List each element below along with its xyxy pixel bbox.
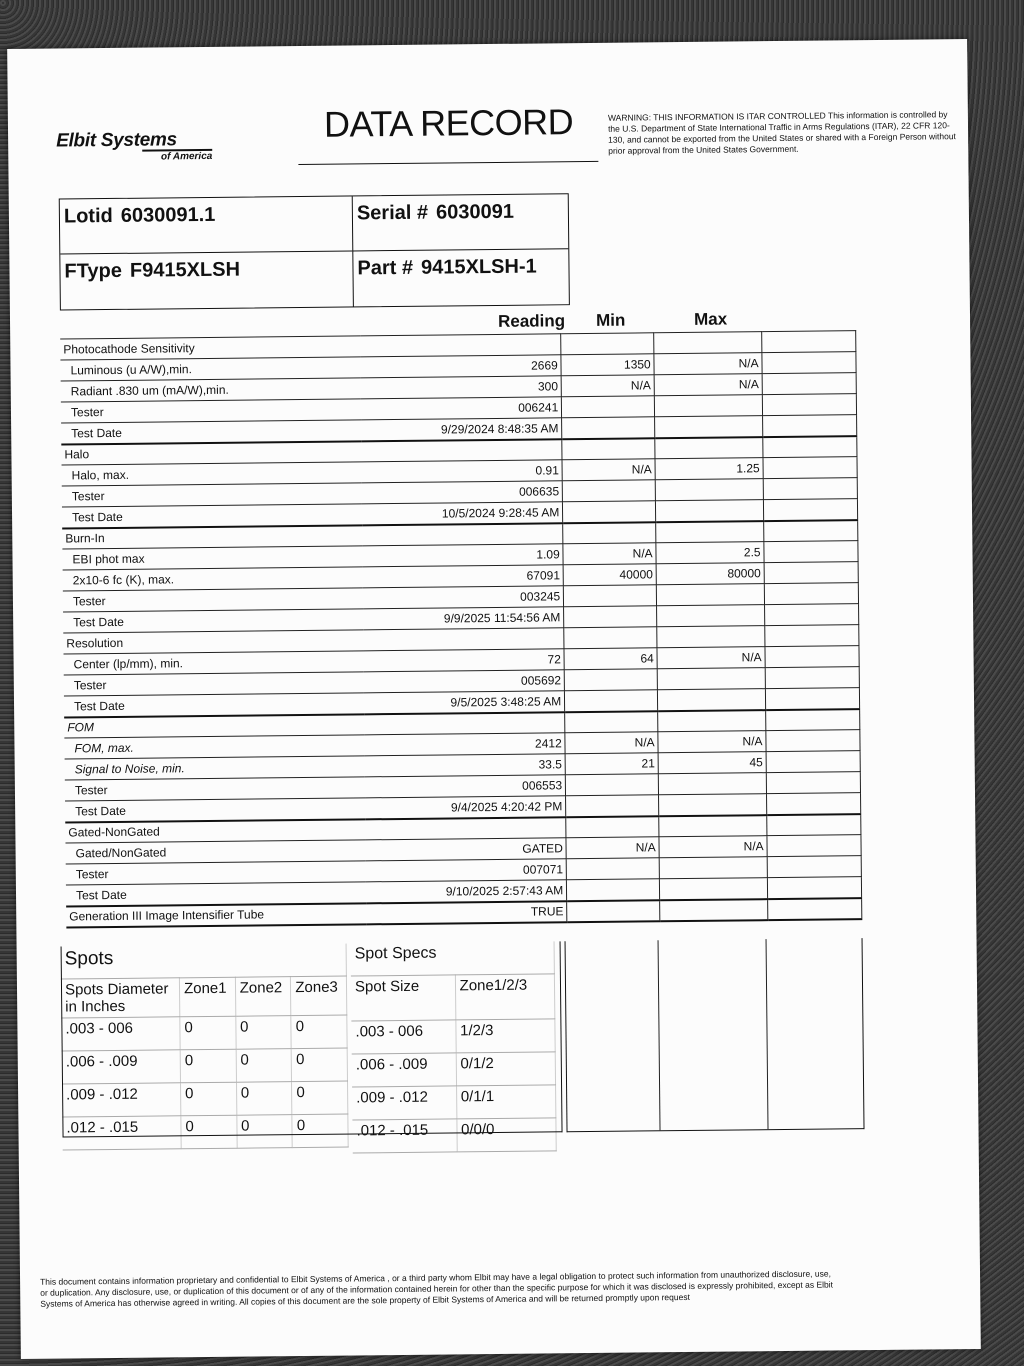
- row-min: [563, 501, 656, 523]
- row-min: [562, 417, 655, 439]
- document-sheet: [7, 39, 981, 1359]
- spots-title: Spots: [61, 944, 347, 979]
- row-label: Tester: [61, 399, 361, 423]
- row-reading: [365, 817, 566, 840]
- row-min: [564, 627, 657, 649]
- spot-zone1: 0: [180, 1016, 236, 1050]
- row-label: FOM, max.: [64, 735, 364, 759]
- spot-specs-table: [351, 941, 557, 1153]
- row-max: 80000: [656, 563, 764, 585]
- row-label: Generation III Image Intensifier Tube: [66, 903, 366, 927]
- row-min: 21: [565, 753, 658, 775]
- spot-zone2: 0: [237, 1115, 293, 1149]
- row-extra: [766, 709, 860, 731]
- row-max: [659, 857, 767, 879]
- row-label: FOM: [64, 714, 364, 738]
- row-label: Test Date: [66, 882, 366, 906]
- row-label: 2x10-6 fc (K), max.: [63, 567, 363, 591]
- ftype-value: F9415XLSH: [129, 258, 241, 282]
- spec-zones: 0/1/1: [456, 1085, 556, 1119]
- serial-label: Serial #: [356, 201, 429, 225]
- row-label: Test Date: [65, 798, 365, 822]
- row-extra: [765, 604, 859, 626]
- row-reading: 300: [360, 376, 561, 399]
- row-label: Tester: [64, 672, 364, 696]
- table-row: [352, 1052, 556, 1087]
- row-min: [565, 690, 658, 712]
- zone1-header: Zone1: [179, 977, 235, 1017]
- row-label: Halo: [61, 441, 361, 465]
- reading-header: Reading: [497, 311, 566, 331]
- spot-zone3: 0: [291, 1048, 347, 1082]
- empty-min-column: [566, 940, 661, 1131]
- row-extra: [762, 352, 856, 374]
- lotid-label: Lotid: [63, 204, 113, 228]
- document-title: DATA RECORD: [323, 101, 574, 145]
- logo-main-text: Elbit Systems: [56, 129, 177, 152]
- zones-header: Zone1/2/3: [455, 974, 555, 1020]
- row-reading: 33.5: [364, 754, 565, 777]
- spec-size: .009 - .012: [352, 1086, 456, 1120]
- empty-columns-grid: [565, 938, 865, 1132]
- row-reading: 9/29/2024 8:48:35 AM: [361, 418, 562, 441]
- row-label: Gated/NonGated: [65, 840, 365, 864]
- part-cell: [352, 249, 569, 306]
- company-logo: [56, 129, 212, 164]
- table-row: [352, 1118, 556, 1153]
- lotid-cell: [60, 196, 353, 254]
- row-min: [563, 522, 656, 544]
- itar-warning: WARNING: THIS INFORMATION IS ITAR CONTROLLED This information is controlled by the U.S. Department of State International Traffic in Arms Regulations (ITAR), 22 CFR 120-130, and cannot be exported from the United States or shared with a Foreign Person without prior approval from the United States Government.: [607, 109, 956, 156]
- zone2-header: Zone2: [235, 977, 291, 1017]
- spot-zone3: 0: [292, 1114, 348, 1148]
- row-min: N/A: [561, 375, 654, 397]
- spot-range: .006 - .009: [62, 1050, 181, 1084]
- row-reading: 006635: [362, 481, 563, 504]
- row-extra: [763, 457, 857, 479]
- row-min: [566, 774, 659, 796]
- table-row: [62, 1081, 348, 1117]
- row-min: [566, 816, 659, 838]
- ftype-cell: [60, 251, 353, 309]
- zone3-header: Zone3: [291, 976, 347, 1016]
- row-max: N/A: [657, 647, 765, 669]
- row-max: [654, 332, 762, 354]
- row-extra: [764, 583, 858, 605]
- table-row: [62, 1114, 348, 1150]
- spot-zone1: 0: [181, 1115, 237, 1149]
- row-reading: 10/5/2024 9:28:45 AM: [362, 502, 563, 525]
- spec-zones: 1/2/3: [455, 1019, 555, 1053]
- row-reading: [360, 334, 561, 357]
- row-label: Tester: [65, 777, 365, 801]
- row-extra: [764, 541, 858, 563]
- row-extra: [767, 814, 861, 836]
- max-header: Max: [693, 309, 728, 329]
- row-reading: TRUE: [366, 901, 567, 924]
- table-row: [351, 1019, 555, 1054]
- row-extra: [768, 898, 862, 920]
- row-label: Resolution: [63, 630, 363, 654]
- row-reading: 9/4/2025 4:20:42 PM: [365, 796, 566, 819]
- row-extra: [762, 373, 856, 395]
- row-max: [658, 689, 766, 711]
- row-label: Center (lp/mm), min.: [64, 651, 364, 675]
- row-max: [657, 605, 765, 627]
- row-max: N/A: [658, 731, 766, 753]
- results-table: [60, 330, 862, 928]
- row-min: [562, 396, 655, 418]
- row-extra: [762, 394, 856, 416]
- row-min: N/A: [565, 732, 658, 754]
- row-min: [564, 585, 657, 607]
- row-min: 40000: [563, 564, 656, 586]
- row-max: [660, 878, 768, 900]
- min-header: Min: [595, 310, 626, 330]
- row-min: 1350: [561, 354, 654, 376]
- row-extra: [763, 436, 857, 458]
- row-max: [655, 416, 763, 438]
- row-label: Tester: [66, 861, 366, 885]
- row-reading: 67091: [362, 565, 563, 588]
- row-extra: [764, 499, 858, 521]
- spot-range: .012 - .015: [62, 1116, 181, 1150]
- row-min: [565, 711, 658, 733]
- row-max: [655, 395, 763, 417]
- row-reading: 2669: [360, 355, 561, 378]
- spots-title-row: [61, 944, 347, 979]
- row-min: N/A: [563, 543, 656, 565]
- spot-zone3: 0: [291, 1015, 347, 1049]
- spots-table: [61, 944, 349, 1151]
- row-extra: [766, 751, 860, 773]
- row-reading: 9/5/2025 3:48:25 AM: [364, 691, 565, 714]
- row-label: EBI phot max: [62, 546, 362, 570]
- row-reading: 9/10/2025 2:57:43 AM: [366, 880, 567, 903]
- row-label: Burn-In: [62, 525, 362, 549]
- row-max: 45: [658, 752, 766, 774]
- row-extra: [767, 835, 861, 857]
- row-min: N/A: [562, 459, 655, 481]
- row-label: Test Date: [63, 609, 363, 633]
- row-reading: 005692: [364, 670, 565, 693]
- row-max: [655, 479, 763, 501]
- row-min: [567, 900, 660, 922]
- row-extra: [765, 667, 859, 689]
- row-extra: [765, 688, 859, 710]
- row-extra: [767, 877, 861, 899]
- row-reading: 0.91: [361, 460, 562, 483]
- row-min: [562, 438, 655, 460]
- row-reading: 003245: [363, 586, 564, 609]
- spot-zone1: 0: [180, 1049, 236, 1083]
- serial-value: 6030091: [435, 200, 515, 224]
- row-max: [659, 815, 767, 837]
- empty-extra-column: [767, 938, 864, 1129]
- spot-zone1: 0: [181, 1082, 237, 1116]
- spec-zones: 0/0/0: [457, 1118, 557, 1152]
- row-reading: [364, 712, 565, 735]
- spot-specs-title: Spot Specs: [351, 941, 555, 976]
- empty-max-column: [659, 939, 769, 1130]
- row-label: Test Date: [62, 504, 362, 528]
- row-extra: [767, 793, 861, 815]
- row-max: 2.5: [656, 542, 764, 564]
- spot-range: .003 - 006: [61, 1017, 180, 1051]
- row-max: [657, 668, 765, 690]
- row-max: [658, 710, 766, 732]
- row-extra: [766, 730, 860, 752]
- results-body: [60, 331, 862, 927]
- row-label: Photocathode Sensitivity: [60, 336, 360, 360]
- row-max: [660, 899, 768, 921]
- spots-diameter-header: Spots Diameter in Inches: [61, 978, 180, 1018]
- row-max: N/A: [654, 374, 762, 396]
- row-min: [566, 795, 659, 817]
- row-reading: [362, 523, 563, 546]
- spec-zones: 0/1/2: [456, 1052, 556, 1086]
- row-extra: [767, 856, 861, 878]
- row-reading: 006553: [365, 775, 566, 798]
- row-max: [657, 626, 765, 648]
- spot-zone2: 0: [236, 1049, 292, 1083]
- row-min: [564, 669, 657, 691]
- table-row: [62, 1048, 348, 1084]
- row-max: [659, 794, 767, 816]
- spot-zone3: 0: [292, 1081, 348, 1115]
- row-reading: [363, 628, 564, 651]
- row-extra: [766, 772, 860, 794]
- row-max: N/A: [654, 353, 762, 375]
- row-label: Test Date: [61, 420, 361, 444]
- row-max: [658, 773, 766, 795]
- row-label: Signal to Noise, min.: [65, 756, 365, 780]
- spot-zone2: 0: [235, 1016, 291, 1050]
- ftype-label: FType: [64, 259, 123, 283]
- row-min: [562, 480, 655, 502]
- row-min: [564, 606, 657, 628]
- spec-size: .003 - 006: [351, 1020, 455, 1054]
- spot-range: .009 - .012: [62, 1083, 181, 1117]
- row-reading: GATED: [365, 838, 566, 861]
- part-label: Part #: [357, 256, 414, 280]
- table-row: [61, 1015, 347, 1051]
- row-extra: [765, 625, 859, 647]
- row-extra: [764, 520, 858, 542]
- confidentiality-footer: This document contains information proprietary and confidential to Elbit Systems of America , or a third party whom Elbit may have a legal obligation to protect such information from unauthorized disclosure, use, or duplication. Any disclosure, use, or duplication of this document or of any of the information contained herein for other than the specific purpose for which it was disclosed is expressly prohibited, except as Elbit Systems of America has otherwise agreed in writing. All copies of this document are the sole property of Elbit Systems of America and will be returned promptly upon request: [40, 1268, 834, 1309]
- spec-size: .012 - .015: [352, 1119, 456, 1153]
- part-value: 9415XLSH-1: [420, 255, 537, 279]
- lotid-value: 6030091.1: [120, 203, 216, 227]
- row-max: N/A: [659, 836, 767, 858]
- row-extra: [763, 415, 857, 437]
- row-max: [656, 521, 764, 543]
- identification-box: [59, 193, 570, 310]
- row-label: Tester: [62, 483, 362, 507]
- row-reading: 9/9/2025 11:54:56 AM: [363, 607, 564, 630]
- row-reading: [361, 439, 562, 462]
- row-min: N/A: [566, 837, 659, 859]
- row-label: Radiant .830 um (mA/W),min.: [61, 378, 361, 402]
- row-extra: [765, 646, 859, 668]
- title-underline: [298, 161, 598, 165]
- spots-header-row: [61, 976, 347, 1018]
- row-label: Gated-NonGated: [65, 819, 365, 843]
- table-row: [352, 1085, 556, 1120]
- spot-specs-title-row: [351, 941, 555, 976]
- row-reading: 2412: [364, 733, 565, 756]
- row-reading: 1.09: [362, 544, 563, 567]
- logo-sub-text: of America: [142, 149, 212, 163]
- row-reading: 006241: [361, 397, 562, 420]
- spec-size: .006 - .009: [352, 1053, 456, 1087]
- row-max: [656, 500, 764, 522]
- row-min: [566, 858, 659, 880]
- row-label: Luminous (u A/W),min.: [60, 357, 360, 381]
- row-extra: [764, 562, 858, 584]
- row-label: Tester: [63, 588, 363, 612]
- row-max: [655, 437, 763, 459]
- row-reading: 007071: [366, 859, 567, 882]
- row-label: Test Date: [64, 693, 364, 717]
- row-max: [656, 584, 764, 606]
- row-extra: [762, 331, 856, 353]
- row-max: 1.25: [655, 458, 763, 480]
- spot-size-header: Spot Size: [351, 975, 456, 1021]
- row-label: Halo, max.: [62, 462, 362, 486]
- row-min: [567, 879, 660, 901]
- spot-zone2: 0: [236, 1082, 292, 1116]
- row-reading: 72: [363, 649, 564, 672]
- row-min: [561, 333, 654, 355]
- row-extra: [763, 478, 857, 500]
- serial-cell: [352, 194, 569, 251]
- spot-specs-header-row: [351, 974, 555, 1021]
- row-min: 64: [564, 648, 657, 670]
